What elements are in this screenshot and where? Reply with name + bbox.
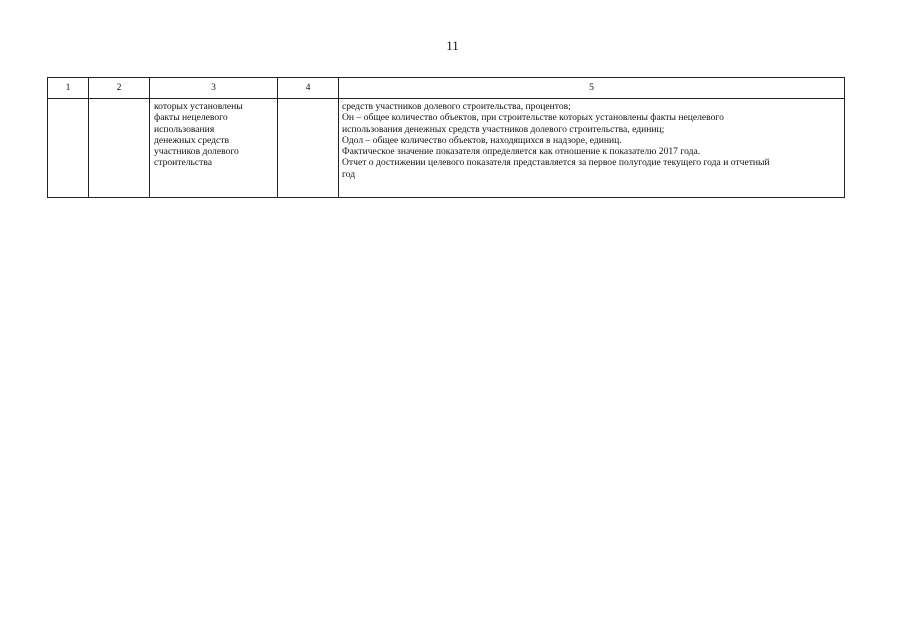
col5-line: Фактическое значение показателя определяется как отношение к показателю 2017 года. [342,146,701,158]
page-number: 11 [446,38,459,53]
col3-line: использования [154,123,215,135]
col5-line: Он – общее количество объектов, при строительстве которых установлены факты нецелевого [342,112,724,124]
table-row [48,99,845,198]
cell-col-5 [339,99,845,198]
column-header-3: 3 [150,78,278,99]
column-header-1: 1 [48,78,89,99]
column-header-5: 5 [339,78,845,99]
col3-line: которых установлены [154,101,243,112]
col5-line: Отчет о достижении целевого показателя представляется за первое полугодие текущего года и отчетный [342,157,770,169]
cell-col-3 [150,99,278,198]
col3-line: денежных средств [154,134,229,146]
cell-col-2 [89,99,150,198]
col5-line: средств участников долевого строительства, процентов; [342,101,571,112]
col3-line: факты нецелевого [154,112,228,124]
col3-line: участников долевого [154,146,239,158]
col3-line: строительства [154,157,213,169]
column-header-2: 2 [89,78,150,99]
column-header-4: 4 [278,78,339,99]
indicator-table [47,77,845,198]
col5-line: Одол – общее количество объектов, находящихся в надзоре, единиц. [342,134,622,146]
cell-col-1 [48,99,89,198]
table-header-row [48,78,845,99]
col5-line: использования денежных средств участников долевого строительства, единиц; [342,123,665,135]
cell-col-4 [278,99,339,198]
col5-line: год [342,168,356,180]
